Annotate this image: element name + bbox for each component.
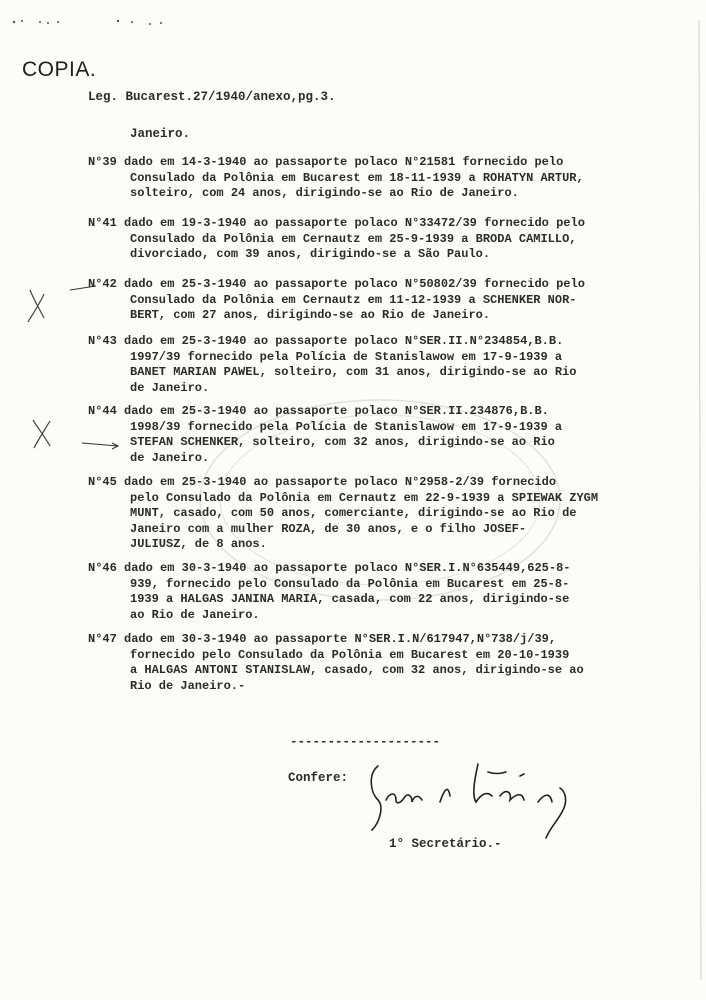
entry-line: BANET MARIAN PAWEL, solteiro, com 31 anos, dirigindo-se ao Rio xyxy=(130,365,577,380)
signatory-title: 1° Secretário.- xyxy=(389,837,502,851)
entry-line: N°44 dado em 25-3-1940 ao passaporte polaco N°SER.II.234876,B.B. xyxy=(88,404,549,418)
entry-line: solteiro, com 24 anos, dirigindo-se ao Rio de Janeiro. xyxy=(130,186,519,201)
entry-line: N°43 dado em 25-3-1940 ao passaporte polaco N°SER.II.N°234854,B.B. xyxy=(88,334,564,348)
entry-line: de Janeiro. xyxy=(130,380,210,395)
entry-line: a HALGAS ANTONI STANISLAW, casado, com 32 anos, dirigindo-se ao xyxy=(130,663,584,678)
entry-number: N°42 xyxy=(88,277,117,291)
entry-number: N°47 xyxy=(88,632,117,646)
entry-number: N°41 xyxy=(88,216,117,230)
entry-line: N°42 dado em 25-3-1940 ao passaporte polaco N°50802/39 fornecido pelo xyxy=(88,277,585,291)
entry-number: N°39 xyxy=(88,155,117,169)
entry-line: N°39 dado em 14-3-1940 ao passaporte polaco N°21581 fornecido pelo xyxy=(88,155,564,169)
entry-line: 1997/39 fornecido pela Polícia de Stanislawow em 17-9-1939 a xyxy=(130,349,563,364)
entry-46 xyxy=(88,561,698,623)
entry-line: 939, fornecido pelo Consulado da Polônia em Bucarest em 25-8- xyxy=(130,576,570,591)
entry-line: Consulado da Polônia em Cernautz em 25-9-1939 a BRODA CAMILLO, xyxy=(130,231,577,246)
entry-line: divorciado, com 39 anos, dirigindo-se a São Paulo. xyxy=(130,247,491,262)
entry-line: pelo Consulado da Polônia em Cernautz em 22-9-1939 a SPIEWAK ZYGM xyxy=(130,490,599,505)
separator-line: -------------------- xyxy=(290,735,441,749)
reference-line: Leg. Bucarest.27/1940/anexo,pg.3. xyxy=(88,90,336,104)
entry-line: N°47 dado em 30-3-1940 ao passaporte N°SER.I.N/617947,N°738/j/39, xyxy=(88,632,557,646)
entry-line: STEFAN SCHENKER, solteiro, com 32 anos, dirigindo-se ao Rio xyxy=(130,435,555,450)
entry-line: N°45 dado em 25-3-1940 ao passaporte polaco N°2958-2/39 fornecido xyxy=(88,475,557,489)
entry-number: N°46 xyxy=(88,561,117,575)
entry-line: 1939 a HALGAS JANINA MARIA, casada, com 22 anos, dirigindo-se xyxy=(130,592,570,607)
entry-42 xyxy=(88,277,698,324)
entry-line: fornecido pelo Consulado da Polônia em Bucarest em 20-10-1939 xyxy=(130,647,570,662)
entry-line: JULIUSZ, de 8 anos. xyxy=(130,537,267,552)
entry-47 xyxy=(88,632,698,694)
document-heading: COPIA. xyxy=(22,58,97,81)
entry-line: N°41 dado em 19-3-1940 ao passaporte polaco N°33472/39 fornecido pelo xyxy=(88,216,585,230)
entry-43 xyxy=(88,334,698,396)
entry-line: MUNT, casado, com 50 anos, comerciante, dirigindo-se ao Rio de xyxy=(130,506,577,521)
entry-line: BERT, com 27 anos, dirigindo-se ao Rio de Janeiro. xyxy=(130,308,491,323)
entry-line: N°46 dado em 30-3-1940 ao passaporte polaco N°SER.I.N°635449,625-8- xyxy=(88,561,571,575)
handwritten-signature xyxy=(360,752,590,842)
entry-41 xyxy=(88,216,698,263)
entry-line: Janeiro com a mulher ROZA, de 30 anos, e o filho JOSEF- xyxy=(130,521,527,536)
entry-45 xyxy=(88,475,698,553)
entry-line: Consulado da Polônia em Bucarest em 18-11-1939 a ROHATYN ARTUR, xyxy=(130,170,584,185)
entry-44 xyxy=(88,404,698,466)
entry-line: ao Rio de Janeiro. xyxy=(130,607,260,622)
entry-number: N°45 xyxy=(88,475,117,489)
entry-line: Consulado da Polônia em Cernautz em 11-12-1939 a SCHENKER NOR- xyxy=(130,292,577,307)
entry-number: N°44 xyxy=(88,404,117,418)
month-label: Janeiro. xyxy=(130,127,191,141)
entry-number: N°43 xyxy=(88,334,117,348)
margin-x-marks xyxy=(28,290,50,448)
entry-39 xyxy=(88,155,698,202)
entry-line: de Janeiro. xyxy=(130,450,210,465)
entry-line: Rio de Janeiro.- xyxy=(130,678,246,693)
entry-line: 1998/39 fornecido pela Polícia de Stanislawow em 17-9-1939 a xyxy=(130,419,563,434)
confer-label: Confere: xyxy=(288,771,349,785)
